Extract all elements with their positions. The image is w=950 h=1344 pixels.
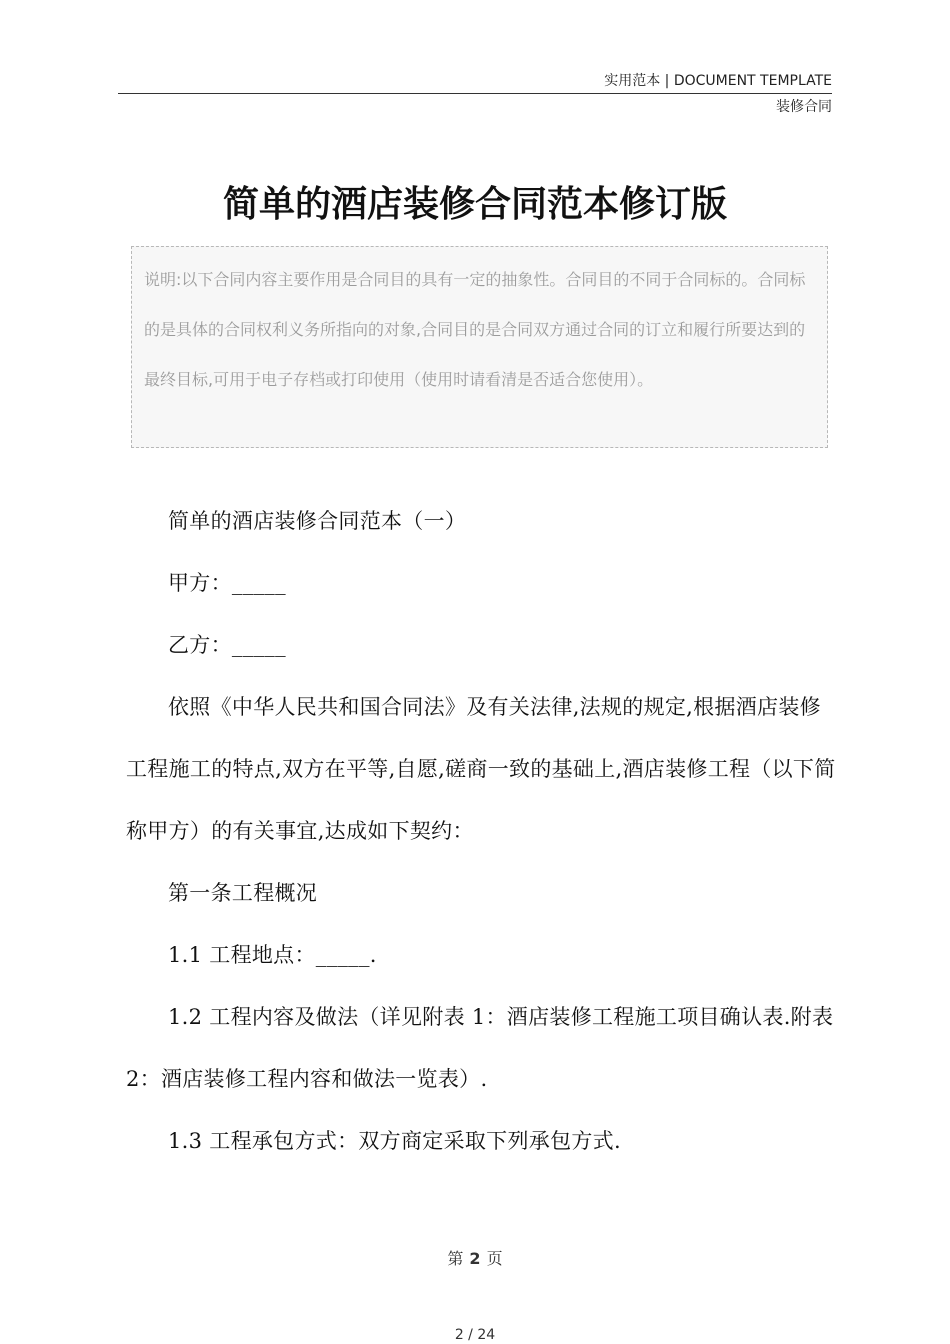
header-category-label: 装修合同 bbox=[776, 99, 832, 115]
page-counter: 2 / 24 bbox=[454, 1327, 496, 1343]
header-template-label: 实用范本 | DOCUMENT TEMPLATE bbox=[604, 73, 832, 89]
page-number-footer bbox=[0, 1246, 950, 1269]
section-heading: 简单的酒店装修合同范本（一） bbox=[168, 509, 467, 533]
page-suffix: 页 bbox=[486, 1249, 503, 1268]
page-prefix: 第 bbox=[447, 1249, 464, 1268]
document-title: 简单的酒店装修合同范本修订版 bbox=[222, 184, 727, 225]
description-note-box: 说明:以下合同内容主要作用是合同目的具有一定的抽象性。合同目的不同于合同标的。合同标的是具体的合同权利义务所指向的对象,合同目的是合同双方通过合同的订立和履行所要达到的最终目标,可用于电子存档或打印使用（使用时请看清是否适合您使用）。 bbox=[131, 246, 828, 448]
party-a-line: 甲方：_____ bbox=[168, 571, 286, 595]
article-heading: 第一条工程概况 bbox=[168, 881, 318, 905]
header-divider bbox=[118, 93, 832, 94]
clause-1-3: 1.3 工程承包方式：双方商定采取下列承包方式. bbox=[168, 1129, 621, 1153]
clause-1-1: 1.1 工程地点：_____. bbox=[168, 943, 377, 967]
clause-1-2: 1.2 工程内容及做法（详见附表 1：酒店装修工程施工项目确认表.附表 2：酒店装修工程内容和做法一览表）. bbox=[126, 1005, 834, 1091]
contract-body bbox=[126, 490, 836, 1172]
party-b-line: 乙方：_____ bbox=[168, 633, 286, 657]
preamble-paragraph: 依照《中华人民共和国合同法》及有关法律,法规的规定,根据酒店装修工程施工的特点,双方在平等,自愿,磋商一致的基础上,酒店装修工程（以下简称甲方）的有关事宜,达成如下契约： bbox=[126, 695, 836, 843]
page-number: 2 bbox=[469, 1249, 481, 1268]
